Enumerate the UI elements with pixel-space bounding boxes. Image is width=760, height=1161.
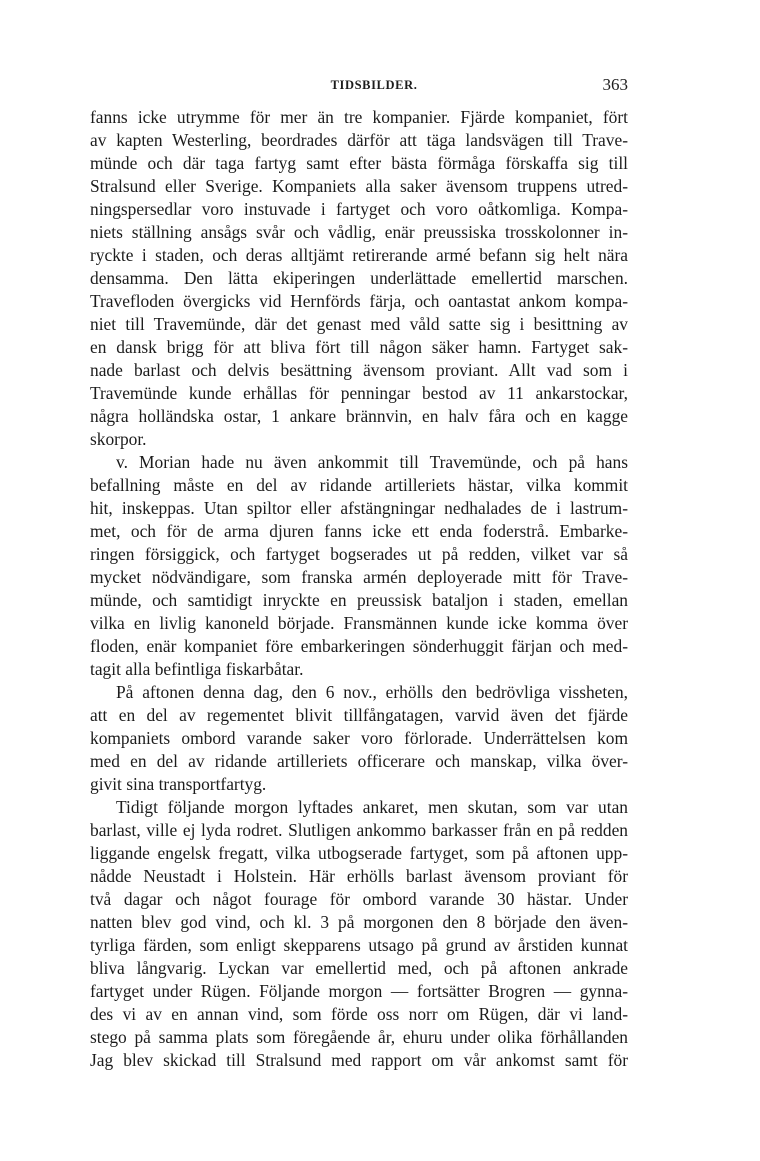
text-line: befallning måste en del av ridande artilleriets hästar, vilka kommit bbox=[90, 475, 628, 495]
text-line: ryckte i staden, och deras alltjämt retirerande armé befann sig helt nära bbox=[90, 245, 628, 265]
text-line: Jag blev skickad till Stralsund med rapport om vår ankomst samt för bbox=[90, 1050, 628, 1070]
text-line: några holländska ostar, 1 ankare brännvin, en halv fåra och en kagge bbox=[90, 406, 628, 426]
paragraph-start-line: På aftonen denna dag, den 6 nov., erhölls den bedrövliga vissheten, bbox=[116, 682, 628, 702]
text-line: natten blev god vind, och kl. 3 på morgonen den 8 började den även- bbox=[90, 912, 628, 932]
text-line: ningspersedlar voro instuvade i fartyget och voro oåtkomliga. Kompa- bbox=[90, 199, 628, 219]
text-line: nådde Neustadt i Holstein. Här erhölls barlast ävensom proviant för bbox=[90, 866, 628, 886]
text-line: tyrliga färden, som enligt skepparens utsago på grund av årstiden kunnat bbox=[90, 935, 628, 955]
text-line: av kapten Westerling, beordrades därför att täga landsvägen till Trave- bbox=[90, 130, 628, 150]
text-line: liggande engelsk fregatt, vilka utbogserade fartyget, som på aftonen upp- bbox=[90, 843, 628, 863]
text-line: en dansk brigg för att bliva fört till någon säker hamn. Fartyget sak- bbox=[90, 337, 628, 357]
text-line: niets ställning ansågs svår och vådlig, enär preussiska trosskolonner in- bbox=[90, 222, 628, 242]
text-line: niet till Travemünde, där det genast med våld satte sig i besittning av bbox=[90, 314, 628, 334]
text-line: ringen försiggick, och fartyget bogserades ut på redden, vilket var så bbox=[90, 544, 628, 564]
paragraph-start-line: Tidigt följande morgon lyftades ankaret, men skutan, som var utan bbox=[116, 797, 628, 817]
text-line: två dagar och något fourage för ombord varande 30 hästar. Under bbox=[90, 889, 628, 909]
text-line: Stralsund eller Sverige. Kompaniets alla saker ävensom truppens utred- bbox=[90, 176, 628, 196]
text-line: mycket nödvändigare, som franska armén deployerade mitt för Trave- bbox=[90, 567, 628, 587]
text-line: münde, och samtidigt inryckte en preussisk bataljon i staden, emellan bbox=[90, 590, 628, 610]
text-line: fartyget under Rügen. Följande morgon — fortsätter Brogren — gynna- bbox=[90, 981, 628, 1001]
paragraph-end-line: skorpor. bbox=[90, 429, 147, 449]
text-line: met, och för de arma djuren fanns icke ett enda foderstrå. Embarke- bbox=[90, 521, 628, 541]
body-text bbox=[90, 106, 628, 1072]
text-line: nade barlast och delvis besättning ävensom proviant. Allt vad som i bbox=[90, 360, 628, 380]
paragraph-start-line: v. Morian hade nu även ankommit till Travemünde, och på hans bbox=[116, 452, 628, 472]
page-number: 363 bbox=[602, 75, 628, 94]
text-line: barlast, ville ej lyda rodret. Slutligen ankommo barkasser från en på redden bbox=[90, 820, 628, 840]
text-line: Travemünde kunde erhållas för penningar bestod av 11 ankarstockar, bbox=[90, 383, 628, 403]
text-line: stego på samma plats som föregående år, ehuru under olika förhållanden bbox=[90, 1027, 628, 1047]
running-title: TIDSBILDER. bbox=[330, 78, 418, 92]
text-line: Travefloden övergicks vid Hernförds färja, och oantastat ankom kompa- bbox=[90, 291, 628, 311]
text-line: münde och där taga fartyg samt efter bästa förmåga förskaffa sig till bbox=[90, 153, 628, 173]
text-line: att en del av regementet blivit tillfångatagen, varvid även det fjärde bbox=[90, 705, 628, 725]
text-line: des vi av en annan vind, som förde oss norr om Rügen, där vi land- bbox=[90, 1004, 628, 1024]
text-line: fanns icke utrymme för mer än tre kompanier. Fjärde kompaniet, fört bbox=[90, 107, 628, 127]
text-line: kompaniets ombord varande saker voro förlorade. Underrättelsen kom bbox=[90, 728, 628, 748]
paragraph-end-line: tagit alla befintliga fiskarbåtar. bbox=[90, 659, 304, 679]
text-line: vilka en livlig kanoneld började. Fransmännen kunde icke komma över bbox=[90, 613, 628, 633]
text-line: densamma. Den lätta ekiperingen underlättade emellertid marschen. bbox=[90, 268, 628, 288]
text-line: floden, enär kompaniet före embarkeringen sönderhuggit färjan och med- bbox=[90, 636, 628, 656]
text-line: bliva långvarig. Lyckan var emellertid med, och på aftonen ankrade bbox=[90, 958, 628, 978]
running-head bbox=[120, 74, 628, 96]
text-line: med en del av ridande artilleriets officerare och manskap, vilka över- bbox=[90, 751, 628, 771]
text-line: hit, inskeppas. Utan spiltor eller afstängningar nedhalades de i lastrum- bbox=[90, 498, 628, 518]
paragraph-end-line: givit sina transportfartyg. bbox=[90, 774, 267, 794]
